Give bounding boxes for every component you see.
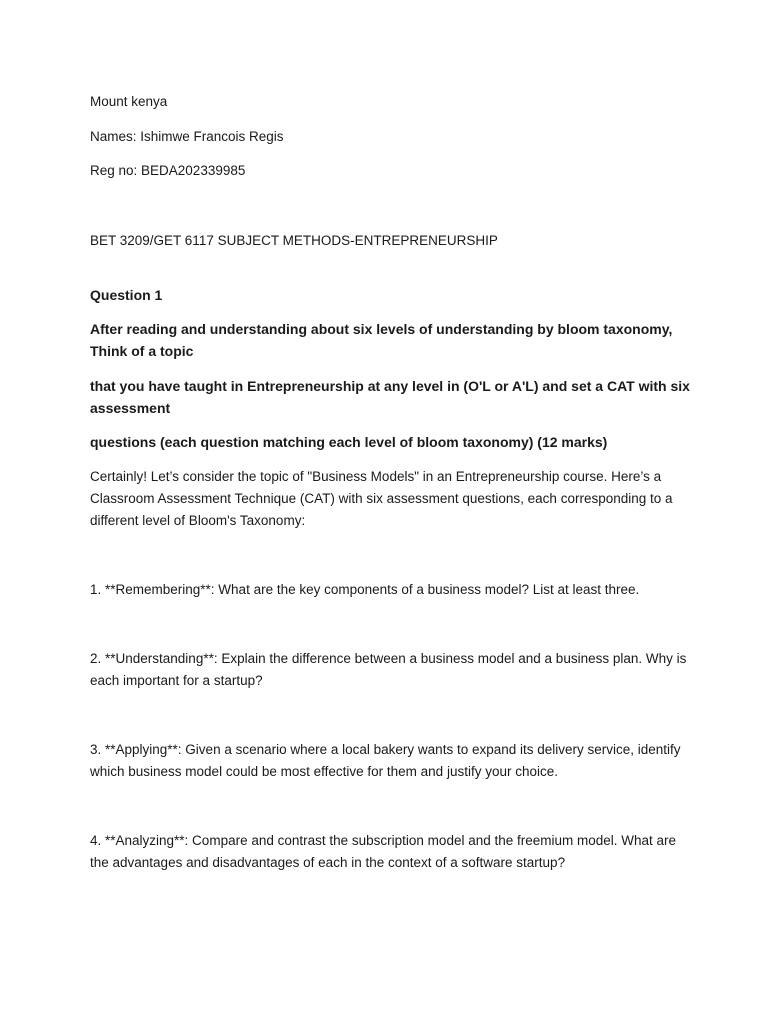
course-code-title: BET 3209/GET 6117 SUBJECT METHODS-ENTREPRENEURSHIP xyxy=(90,233,498,248)
institution-text: Mount kenya xyxy=(90,94,168,109)
question-title: Question 1 xyxy=(90,287,163,303)
student-names: Names: Ishimwe Francois Regis xyxy=(90,129,284,144)
assessment-item-remembering: 1. **Remembering**: What are the key components of a business model? List at least three. xyxy=(90,582,640,597)
question-prompt-line-3: questions (each question matching each level of bloom taxonomy) (12 marks) xyxy=(90,434,608,450)
question-prompt-line-1: After reading and understanding about six levels of understanding by bloom taxonomy, Think of a topic xyxy=(90,321,673,359)
assessment-item-understanding: 2. **Understanding**: Explain the difference between a business model and a business plan. Why is each important for a startup? xyxy=(90,651,687,688)
assessment-item-analyzing: 4. **Analyzing**: Compare and contrast the subscription model and the freemium model. What are the advantages and disadvantages of each in the context of a software startup? xyxy=(90,833,677,870)
answer-intro: Certainly! Let’s consider the topic of "Business Models" in an Entrepreneurship course. Here’s a Classroom Assessment Technique (CAT) with six assessment questions, each corresponding to a different level of Bloom's Taxonomy: xyxy=(90,469,673,528)
registration-number: Reg no: BEDA202339985 xyxy=(90,163,246,178)
assessment-item-applying: 3. **Applying**: Given a scenario where a local bakery wants to expand its delivery service, identify which business model could be most effective for them and justify your choice. xyxy=(90,742,681,779)
question-prompt-line-2: that you have taught in Entrepreneurship at any level in (O'L or A'L) and set a CAT with six assessment xyxy=(90,378,690,416)
